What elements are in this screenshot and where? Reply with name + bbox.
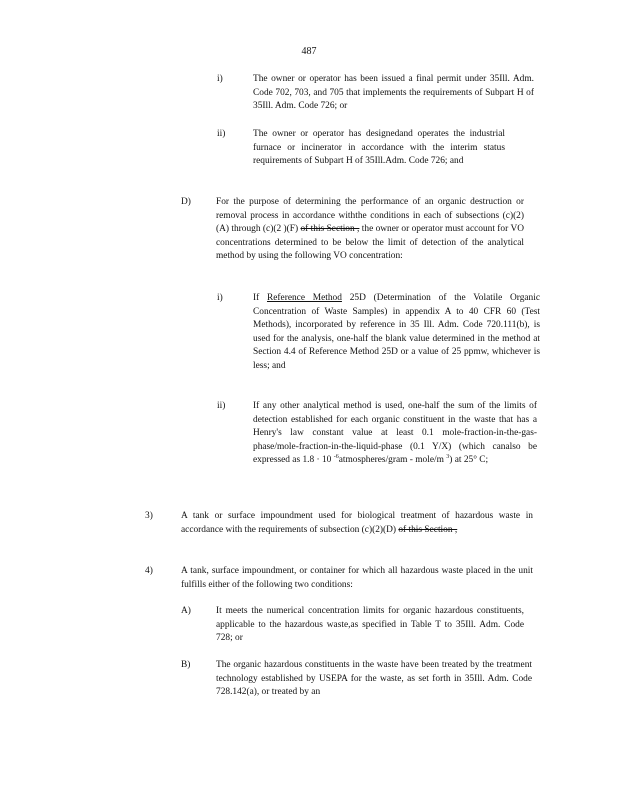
item-text xyxy=(216,196,524,264)
item-text: A tank, surface impoundment, or container for which all hazardous waste placed in the unit fulfills either of the following two conditions: xyxy=(181,566,533,590)
item-label: B) xyxy=(181,660,191,670)
text-segment: A tank or surface impoundment used for biological treatment of hazardous waste in accordance with the requirements of subsection (c)(2)(D) xyxy=(181,511,533,535)
text-segment: ) at 25° C; xyxy=(449,455,489,466)
item-text xyxy=(181,510,533,537)
text-segment: If xyxy=(253,293,268,303)
underlined-text: Reference Method xyxy=(267,293,342,303)
item-text: The organic hazardous constituents in the waste have been treated by the treatment technology established by USEPA for the waste, as set forth in 35Ill. Adm. Code 728.142(a), or treated by an xyxy=(216,660,532,698)
item-text: The owner or operator has been issued a final permit under 35Ill. Adm. Code 702, 703, and 705 that implements the requirements of Subpart H of 35Ill. Adm. Code 726; or xyxy=(253,74,534,112)
text-segment: 25D (Determination of the Volatile Organic Concentration of Waste Samples) in appendix A to 40 CFR 60 (Test Methods), incorporated by reference in 35 Ill. Adm. Code 720.111(b), is used for the analysis, one-half the blank value determined in the method at Section 4.4 of Reference Method 25D or a value of 25 ppmw, whichever is less; and xyxy=(253,293,541,371)
item-text xyxy=(253,400,537,468)
text-segment: the owner or operator must account for VO concentrations determined to be below the limit of detection of the analytical method by using the following VO concentration: xyxy=(216,224,524,262)
item-label: D) xyxy=(181,197,191,207)
item-label: 4) xyxy=(145,566,153,576)
item-label: ii) xyxy=(217,401,226,411)
item-text xyxy=(253,292,540,374)
superscript: -6 xyxy=(333,454,339,461)
struck-text: of this Section , xyxy=(300,224,360,235)
struck-text: of this Section , xyxy=(398,524,458,535)
superscript: 3 xyxy=(446,454,450,461)
page-number: 487 xyxy=(301,46,317,57)
item-label: ii) xyxy=(217,129,226,139)
text-segment: For the purpose of determining the performance of an organic destruction or removal process in accordance withthe conditions in each of subsections (c)(2)(A) through (c)(2 )(F) xyxy=(216,197,524,235)
text-segment: atmospheres/gram - mole/m xyxy=(338,455,447,466)
item-label: i) xyxy=(217,293,223,303)
item-text: The owner or operator has designedand operates the industrial furnace or incinerator in accordance with the interim status requirements of Subpart H of 35Ill.Adm. Code 726; and xyxy=(253,129,505,167)
item-label: A) xyxy=(181,606,191,616)
item-label: 3) xyxy=(145,511,153,521)
item-text: It meets the numerical concentration limits for organic hazardous constituents, applicable to the hazardous waste,as specified in Table T to 35Ill. Adm. Code 728; or xyxy=(216,606,524,644)
item-label: i) xyxy=(217,74,223,84)
text-segment: If any other analytical method is used, one-half the sum of the limits of detection established for each organic constituent in the waste that has a Henry's law constant value at least 0.1 mole-fraction-in-the-gas-phase/mole-fraction-in-the-liquid-phase (0.1 Y/X) (which canalso be expressed as 1.8 · 10 xyxy=(253,401,537,466)
